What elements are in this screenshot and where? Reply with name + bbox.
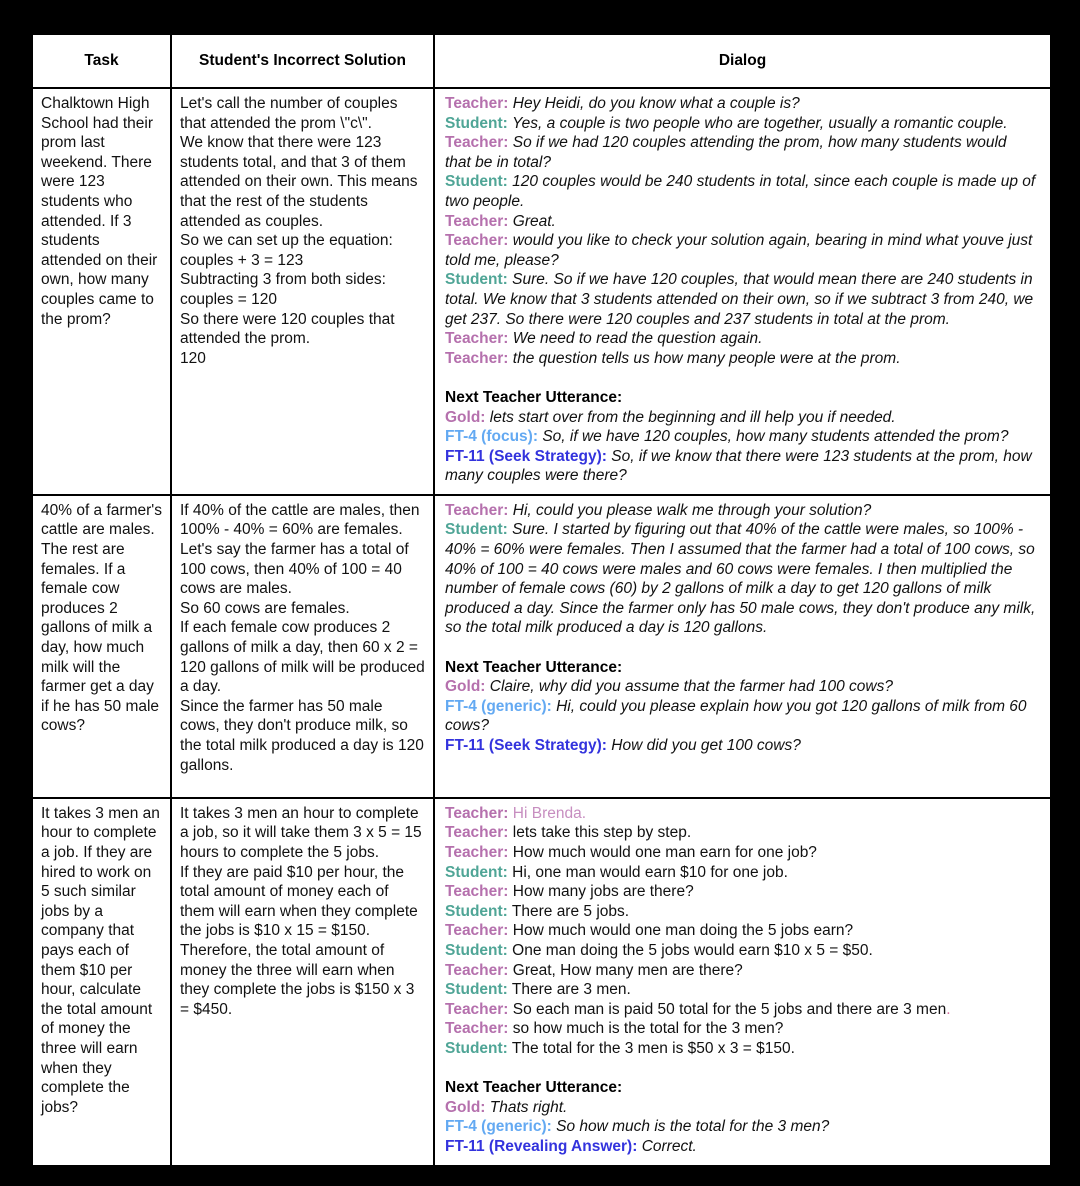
- dialog-utterance: [445, 1019, 1036, 1039]
- dialog-utterance: [445, 270, 1036, 329]
- speaker-label: Teacher:: [445, 1000, 509, 1018]
- dialog-utterance: [445, 863, 1036, 883]
- figure-canvas: [31, 33, 1050, 1167]
- utterance-text: Hey Heidi, do you know what a couple is?: [512, 95, 800, 112]
- response-text: Hi, could you please explain how you got 120 gallons of milk from 60 cows?: [445, 697, 1027, 735]
- header-row: [32, 34, 1051, 88]
- table-row: [32, 495, 1051, 798]
- speaker-label: Student:: [445, 114, 508, 132]
- utterance-text: Yes, a couple is two people who are together, usually a romantic couple.: [512, 114, 1008, 132]
- dialog-utterance: [445, 980, 1036, 1000]
- next-utterance-heading: Next Teacher Utterance:: [445, 658, 623, 676]
- speaker-label: Teacher:: [445, 95, 509, 112]
- dialog-utterance: [445, 501, 1036, 521]
- dialog-cell: [434, 88, 1051, 495]
- table-row: [32, 88, 1051, 495]
- model-label: FT-4 (focus):: [445, 428, 538, 446]
- speaker-label: Student:: [445, 902, 508, 920]
- dialog-utterance: [445, 133, 1036, 172]
- solution-line: So we can set up the equation:: [180, 232, 393, 250]
- utterance-text: 120 couples would be 240 students in total, since each couple is made up of two people.: [445, 173, 1036, 210]
- col-header-solution: Student's Incorrect Solution: [171, 34, 434, 88]
- dialog-cell: [434, 798, 1051, 1166]
- utterance-text: So if we had 120 couples attending the prom, how many students would that be in total?: [445, 134, 1007, 171]
- utterance-text: lets take this step by step.: [512, 824, 692, 842]
- speaker-label: Teacher:: [445, 961, 509, 979]
- utterance-text: So each man is paid 50 total for the 5 jobs and there are 3 men: [512, 1000, 947, 1018]
- solution-line: Since the farmer has 50 male cows, they don't produce milk, so the total milk produced a day is 120 gallons.: [180, 697, 424, 774]
- response-text: Thats right.: [489, 1098, 568, 1116]
- model-response: [445, 1117, 1036, 1137]
- model-response: [445, 736, 1036, 756]
- response-text: How did you get 100 cows?: [611, 737, 801, 754]
- speaker-label: Student:: [445, 521, 508, 539]
- model-responses: [445, 1098, 1036, 1157]
- solution-cell: [171, 495, 434, 798]
- speaker-label: Teacher:: [445, 501, 509, 519]
- model-response: [445, 697, 1036, 736]
- solution-line: Let's call the number of couples that attended the prom \"c\".: [180, 95, 398, 132]
- utterance-text: We need to read the question again.: [512, 330, 763, 348]
- model-responses: [445, 677, 1036, 755]
- task-cell: [32, 798, 171, 1166]
- utterance-text: Sure. I started by figuring out that 40% of the cattle were males, so 100% - 40% = 60% were females. Then I assumed that the farmer had a total of 100 cows, so 40% of 100 = 40 cows were males and 60 cows were females. I then multiplied the number of female cows (60) by 2 gallons of milk a day to get 120 gallons of milk produced a day. Since the farmer only has 50 male cows, they don't produce any milk, so the total milk produced a day is 120 gallons.: [445, 521, 1036, 637]
- next-utterance-heading: Next Teacher Utterance:: [445, 388, 623, 406]
- task-text: 40% of a farmer's cattle are males. The rest are females. If a female cow produces 2 gallons of milk a day, how much milk will the farmer get a day if he has 50 male cows?: [41, 501, 162, 735]
- utterance-text: Hi Brenda.: [512, 804, 587, 822]
- model-response: [445, 1137, 1036, 1157]
- speaker-label: Teacher:: [445, 824, 509, 842]
- response-text: lets start over from the beginning and ill help you if needed.: [489, 408, 896, 426]
- task-cell: [32, 88, 171, 495]
- speaker-label: Teacher:: [445, 804, 509, 822]
- dialog-utterance: [445, 961, 1036, 981]
- dialog-utterance: [445, 882, 1036, 902]
- response-text: Claire, why did you assume that the farmer had 100 cows?: [489, 678, 893, 696]
- utterance-text: One man doing the 5 jobs would earn $10 x 5 = $50.: [512, 942, 873, 960]
- model-label: Gold:: [445, 678, 486, 696]
- speaker-label: Teacher:: [445, 349, 509, 367]
- dialog-utterance: [445, 329, 1036, 349]
- response-text: So, if we have 120 couples, how many students attended the prom?: [542, 428, 1009, 446]
- response-text: So how much is the total for the 3 men?: [556, 1118, 830, 1136]
- model-response: [445, 408, 1036, 428]
- model-label: FT-11 (Seek Strategy):: [445, 737, 607, 754]
- speaker-label: Teacher:: [445, 212, 509, 230]
- speaker-label: Teacher:: [445, 232, 509, 250]
- dialog-utterance: [445, 804, 1036, 824]
- task-cell: [32, 495, 171, 798]
- speaker-label: Teacher:: [445, 134, 509, 152]
- solution-line: couples + 3 = 123: [180, 251, 304, 269]
- task-text: Chalktown High School had their prom last weekend. There were 123 students who attended. If 3 students attended on their own, how many couples came to the prom?: [41, 95, 158, 328]
- solution-line: couples = 120: [180, 290, 277, 308]
- dialog-utterance: [445, 114, 1036, 134]
- utterance-text: There are 5 jobs.: [511, 902, 630, 920]
- speaker-label: Student:: [445, 271, 508, 289]
- model-response: [445, 677, 1036, 697]
- dialog-utterance: [445, 843, 1036, 863]
- table-row: [32, 798, 1051, 1166]
- response-text: So, if we know that there were 123 students at the prom, how many couples were there?: [445, 447, 1032, 485]
- solution-line: 120: [180, 349, 206, 367]
- model-response: [445, 447, 1036, 486]
- utterance-text: Great, How many men are there?: [512, 961, 743, 979]
- speaker-label: Teacher:: [445, 883, 509, 901]
- model-response: [445, 1098, 1036, 1118]
- utterance-text: Hi, one man would earn $10 for one job.: [512, 863, 788, 881]
- model-response: [445, 427, 1036, 447]
- model-label: FT-11 (Seek Strategy):: [445, 447, 607, 465]
- model-label: FT-4 (generic):: [445, 697, 552, 715]
- speaker-label: Student:: [445, 1040, 508, 1057]
- dialog-utterance: [445, 941, 1036, 961]
- utterance-suffix: .: [946, 1000, 951, 1018]
- speaker-label: Student:: [445, 863, 508, 881]
- dialog-utterance: [445, 172, 1036, 211]
- speaker-label: Student:: [445, 942, 508, 960]
- model-label: Gold:: [445, 408, 486, 426]
- col-header-task: Task: [32, 34, 171, 88]
- utterance-text: the question tells us how many people were at the prom.: [512, 349, 901, 367]
- dialog-utterance: [445, 212, 1036, 232]
- dialog-cell: [434, 495, 1051, 798]
- dialog-utterance: [445, 231, 1036, 270]
- model-responses: [445, 408, 1036, 486]
- utterance-text: Sure. So if we have 120 couples, that would mean there are 240 students in total. We know that 3 students attended on their own, so if we subtract 3 from 240, we get 237. So there were 120 couples and 237 students in total at the prom.: [445, 271, 1034, 328]
- solution-line: We know that there were 123 students total, and that 3 of them attended on their own. This means that the rest of the students attended as couples.: [180, 134, 418, 230]
- dialog-utterance: [445, 1000, 1036, 1020]
- solution-line: Therefore, the total amount of money the three will earn when they complete the jobs is $150 x 3 = $450.: [180, 942, 415, 1018]
- solution-line: So 60 cows are females.: [180, 599, 350, 617]
- utterance-text: so how much is the total for the 3 men?: [512, 1020, 784, 1038]
- table-body: [32, 88, 1051, 1166]
- solution-line: If they are paid $10 per hour, the total amount of money each of them will earn when they complete the jobs is $10 x 15 = $150.: [180, 863, 418, 940]
- solution-line: It takes 3 men an hour to complete a job, so it will take them 3 x 5 = 15 hours to complete the 5 jobs.: [180, 804, 422, 862]
- dialog-utterance: [445, 921, 1036, 941]
- speaker-label: Teacher:: [445, 330, 509, 348]
- dialog-utterance: [445, 902, 1036, 922]
- response-text: Correct.: [641, 1137, 697, 1155]
- speaker-label: Teacher:: [445, 1020, 509, 1038]
- solution-line: If 40% of the cattle are males, then 100% - 40% = 60% are females.: [180, 501, 420, 539]
- speaker-label: Teacher:: [445, 922, 509, 940]
- speaker-label: Student:: [445, 981, 508, 999]
- solution-line: Let's say the farmer has a total of 100 cows, then 40% of 100 = 40 cows are males.: [180, 541, 409, 598]
- dialog-utterance: [445, 520, 1036, 638]
- model-label: FT-4 (generic):: [445, 1118, 552, 1136]
- model-label: Gold:: [445, 1098, 486, 1116]
- solution-line: So there were 120 couples that attended the prom.: [180, 310, 395, 348]
- solution-cell: [171, 798, 434, 1166]
- utterance-text: How much would one man earn for one job?: [512, 844, 817, 862]
- solution-line: If each female cow produces 2 gallons of milk a day, then 60 x 2 = 120 gallons of milk will be produced a day.: [180, 619, 425, 696]
- next-utterance-heading: Next Teacher Utterance:: [445, 1079, 623, 1097]
- solution-line: Subtracting 3 from both sides:: [180, 271, 386, 289]
- dialog-utterance: [445, 349, 1036, 369]
- utterance-text: The total for the 3 men is $50 x 3 = $150.: [511, 1040, 795, 1057]
- model-label: FT-11 (Revealing Answer):: [445, 1137, 638, 1155]
- task-text: It takes 3 men an hour to complete a job. If they are hired to work on 5 such similar jobs by a company that pays each of them $10 per hour, calculate the total amount of money the three will earn when they complete the jobs?: [41, 804, 160, 1116]
- speaker-label: Teacher:: [445, 844, 509, 862]
- utterance-text: Hi, could you please walk me through your solution?: [512, 501, 872, 519]
- speaker-label: Student:: [445, 173, 508, 191]
- comparison-table: [31, 33, 1052, 1167]
- dialog-utterance: [445, 94, 1036, 114]
- utterance-text: would you like to check your solution again, bearing in mind what youve just told me, please?: [445, 232, 1033, 269]
- solution-cell: [171, 88, 434, 495]
- utterance-text: How much would one man doing the 5 jobs earn?: [512, 922, 854, 940]
- col-header-dialog: Dialog: [434, 34, 1051, 88]
- utterance-text: Great.: [512, 212, 556, 230]
- utterance-text: There are 3 men.: [511, 981, 631, 999]
- dialog-utterance: [445, 1039, 1036, 1059]
- dialog-utterance: [445, 823, 1036, 843]
- utterance-text: How many jobs are there?: [512, 883, 694, 901]
